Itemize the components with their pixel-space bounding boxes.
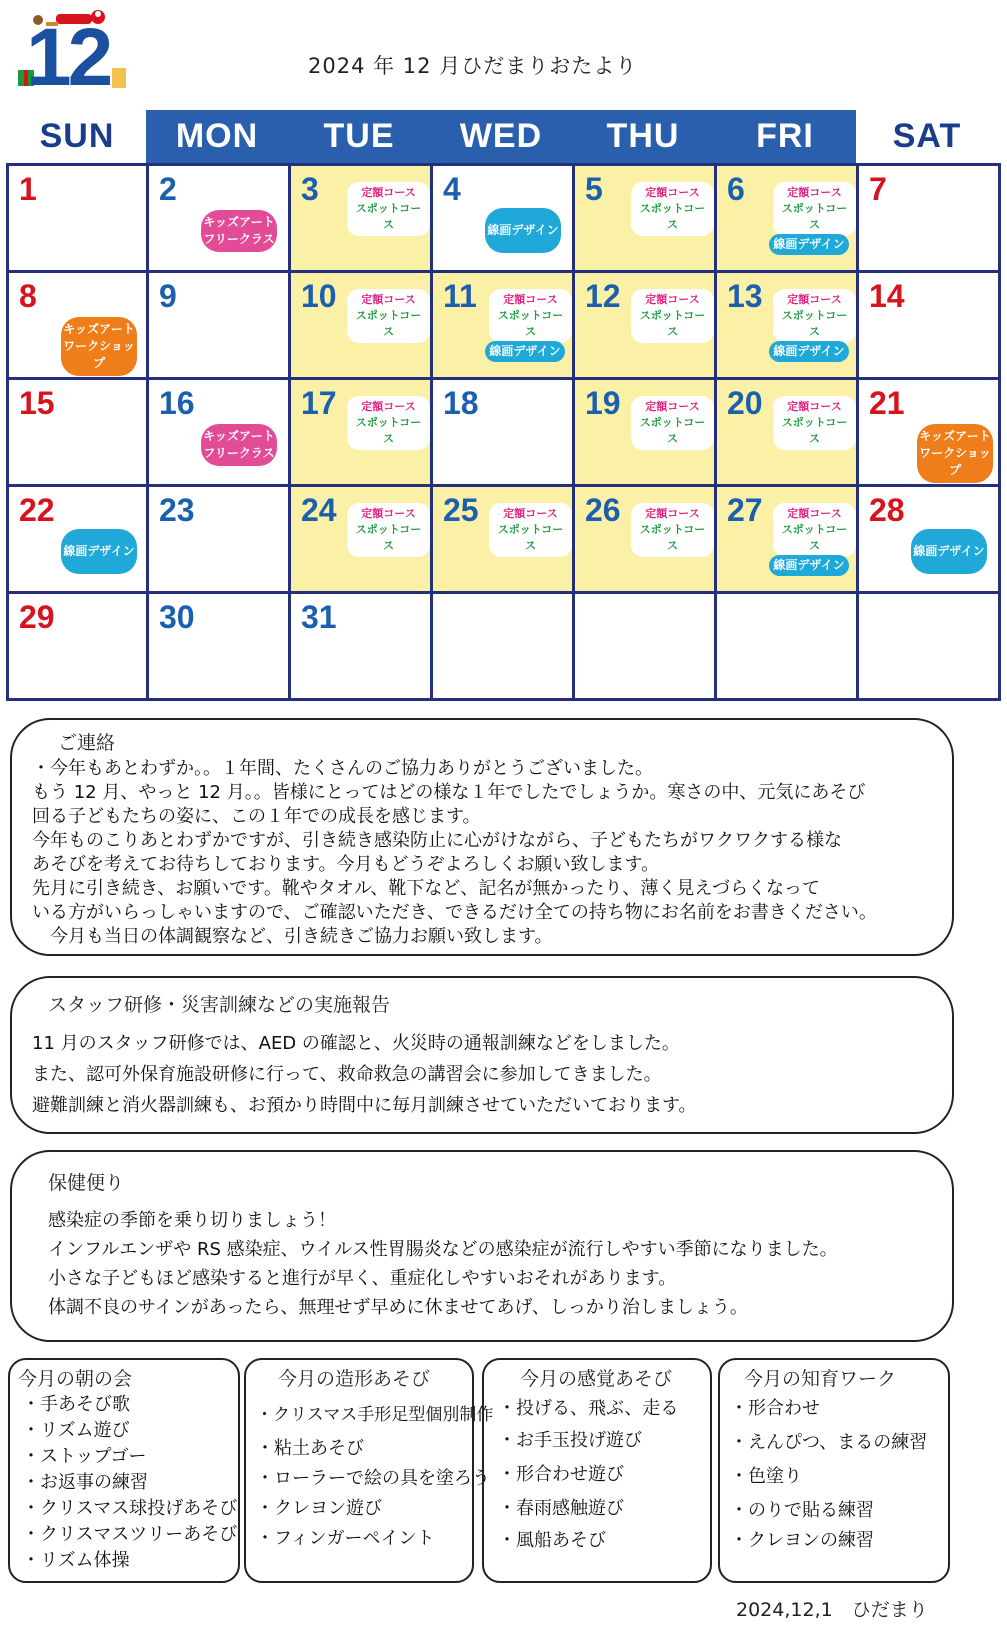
course-badge-fixed: 定額コース — [645, 293, 700, 306]
calendar-day-10 — [288, 270, 433, 380]
calendar-empty-cell — [572, 591, 717, 701]
event-pill-label: キッズアート — [203, 215, 275, 229]
activity-item: ・投げる、飛ぶ、走る — [498, 1398, 679, 1419]
event-pill — [769, 555, 849, 576]
course-badge-spot: スポットコース — [497, 523, 564, 552]
day-number: 16 — [159, 385, 195, 421]
course-badge-spot: スポットコース — [355, 523, 422, 552]
day-number: 6 — [727, 171, 745, 207]
health-line: 小さな子どもほど感染すると進行が早く、重症化しやすいおそれがあります。 — [48, 1268, 677, 1289]
course-badge-spot: スポットコース — [355, 309, 422, 338]
course-badge-spot: スポットコース — [355, 202, 422, 231]
event-pill-label: フリークラス — [203, 446, 275, 460]
event-pill — [201, 424, 277, 466]
course-badge-spot: スポットコース — [639, 309, 706, 338]
event-pill-label: キッズアート — [203, 429, 275, 443]
contact-line: もう 12 月、やっと 12 月。。皆様にとってはどの様な１年でしたでしょうか。寒さの中、元気にあそび — [32, 782, 866, 803]
day-number: 22 — [19, 492, 55, 528]
day-number: 4 — [443, 171, 461, 207]
course-badge-fixed: 定額コース — [503, 507, 558, 520]
calendar-day-17 — [288, 377, 433, 487]
activity-title: 今月の朝の会 — [18, 1368, 133, 1390]
logo-number: 12 — [26, 12, 110, 103]
staff-report-box — [10, 976, 954, 1134]
event-pill — [911, 529, 987, 574]
contact-line: 先月に引き続き、お願いです。靴やタオル、靴下など、記名が無かったり、薄く見えづらくなって — [32, 878, 821, 899]
weekday-header-fri: FRI — [714, 110, 856, 163]
calendar-day-13 — [714, 270, 859, 380]
calendar-day-12 — [572, 270, 717, 380]
calendar-day-9 — [146, 270, 291, 380]
staff-report-line: また、認可外保育施設研修に行って、救命救急の講習会に参加してきました。 — [32, 1064, 662, 1085]
staff-report-line: 11 月のスタッフ研修では、AED の確認と、火災時の通報訓練などをしました。 — [32, 1033, 680, 1054]
page-title: 2024 年 12 月ひだまりおたより — [308, 54, 638, 78]
calendar-day-8 — [6, 270, 151, 380]
activity-item: ・フィンガーペイント — [256, 1528, 435, 1549]
staff-report-line: 避難訓練と消火器訓練も、お預かり時間中に毎月訓練させていただいております。 — [32, 1095, 697, 1116]
health-title: 保健便り — [48, 1172, 125, 1194]
event-pill-label: 線画デザイン — [487, 223, 559, 237]
day-number: 10 — [301, 278, 337, 314]
calendar-empty-cell — [430, 591, 575, 701]
activity-item: ・クリスマス手形足型個別制作 — [256, 1405, 494, 1425]
activity-item: ・クリスマスツリーあそび — [22, 1524, 238, 1545]
calendar-day-22 — [6, 484, 151, 594]
december-logo — [18, 8, 128, 103]
event-pill — [201, 210, 277, 252]
calendar-day-6 — [714, 163, 859, 273]
event-pill — [769, 341, 849, 362]
day-number: 17 — [301, 385, 337, 421]
activity-item: ・お返事の練習 — [22, 1472, 148, 1493]
weekday-header-thu: THU — [572, 110, 714, 163]
contact-title: ご連絡 — [58, 732, 116, 754]
course-badge-spot: スポットコース — [639, 416, 706, 445]
course-badge — [631, 396, 714, 450]
course-badge — [773, 396, 856, 450]
course-badge — [347, 182, 430, 236]
calendar-day-3 — [288, 163, 433, 273]
activity-item: ・風船あそび — [498, 1530, 606, 1551]
calendar-day-7 — [856, 163, 1001, 273]
day-number: 14 — [869, 278, 905, 314]
course-badge-fixed: 定額コース — [645, 186, 700, 199]
course-badge — [489, 503, 572, 557]
day-number: 8 — [19, 278, 37, 314]
calendar-empty-cell — [856, 591, 1001, 701]
event-pill-label: キッズアート — [63, 322, 135, 336]
weekday-header-sun: SUN — [6, 110, 148, 163]
event-pill — [769, 234, 849, 255]
calendar-day-28 — [856, 484, 1001, 594]
activity-item: ・色塗り — [730, 1466, 802, 1487]
activity-item: ・春雨感触遊び — [498, 1498, 624, 1519]
activity-item: ・リズム体操 — [22, 1550, 130, 1571]
activity-title: 今月の造形あそび — [278, 1368, 431, 1390]
contact-line: 回る子どもたちの姿に、この１年での成長を感じます。 — [32, 806, 481, 827]
weekday-header-wed: WED — [430, 110, 572, 163]
calendar-day-4 — [430, 163, 575, 273]
activity-item: ・手あそび歌 — [22, 1394, 130, 1415]
activity-item: ・形合わせ遊び — [498, 1464, 624, 1485]
day-number: 24 — [301, 492, 337, 528]
event-pill-label: キッズアート — [919, 429, 991, 443]
course-badge-spot: スポットコース — [781, 309, 848, 338]
day-number: 2 — [159, 171, 177, 207]
course-badge-fixed: 定額コース — [645, 400, 700, 413]
footer-date: 2024,12,1 ひだまり — [736, 1599, 928, 1621]
day-number: 26 — [585, 492, 621, 528]
calendar-day-26 — [572, 484, 717, 594]
course-badge — [773, 182, 856, 236]
day-number: 18 — [443, 385, 479, 421]
contact-line: いる方がいらっしゃいますので、ご確認いただき、できるだけ全ての持ち物にお名前をお書きください。 — [32, 902, 877, 923]
health-line: 体調不良のサインがあったら、無理せず早めに休ませてあげ、しっかり治しましょう。 — [48, 1297, 748, 1318]
course-badge — [773, 503, 856, 557]
day-number: 25 — [443, 492, 479, 528]
event-pill — [61, 529, 137, 574]
course-badge-fixed: 定額コース — [787, 400, 842, 413]
staff-report-title: スタッフ研修・災害訓練などの実施報告 — [48, 994, 391, 1016]
day-number: 9 — [159, 278, 177, 314]
day-number: 19 — [585, 385, 621, 421]
course-badge-spot: スポットコース — [781, 416, 848, 445]
day-number: 21 — [869, 385, 905, 421]
calendar-day-5 — [572, 163, 717, 273]
event-pill-label: ワークショップ — [919, 446, 991, 477]
calendar-day-30 — [146, 591, 291, 701]
activity-item: ・ローラーで絵の具を塗ろう — [256, 1468, 490, 1489]
calendar-day-29 — [6, 591, 151, 701]
day-number: 23 — [159, 492, 195, 528]
sensory-play-box — [482, 1358, 712, 1583]
activity-item: ・ストップゴー — [22, 1446, 147, 1467]
course-badge-spot: スポットコース — [639, 202, 706, 231]
course-badge-spot: スポットコース — [781, 523, 848, 552]
weekday-header-sat: SAT — [856, 110, 998, 163]
event-pill-label: 線画デザイン — [773, 237, 845, 251]
course-badge — [347, 289, 430, 343]
event-pill-label: 線画デザイン — [489, 344, 561, 358]
calendar-day-24 — [288, 484, 433, 594]
course-badge-spot: スポットコース — [639, 523, 706, 552]
day-number: 1 — [19, 171, 37, 207]
calendar-empty-cell — [714, 591, 859, 701]
course-badge — [347, 396, 430, 450]
calendar — [6, 110, 998, 702]
craft-play-box — [244, 1358, 494, 1583]
activity-item: ・えんぴつ、まるの練習 — [730, 1432, 928, 1453]
activity-item: ・クリスマス球投げあそび — [22, 1498, 238, 1519]
course-badge-fixed: 定額コース — [787, 186, 842, 199]
event-pill — [485, 208, 561, 253]
learning-work-box — [718, 1358, 950, 1583]
course-badge-spot: スポットコース — [497, 309, 564, 338]
calendar-day-11 — [430, 270, 575, 380]
course-badge — [773, 289, 856, 343]
calendar-day-31 — [288, 591, 433, 701]
calendar-day-16 — [146, 377, 291, 487]
course-badge — [489, 289, 572, 343]
course-badge-fixed: 定額コース — [361, 293, 416, 306]
day-number: 27 — [727, 492, 763, 528]
calendar-day-18 — [430, 377, 575, 487]
course-badge-fixed: 定額コース — [361, 186, 416, 199]
weekday-header-mon: MON — [146, 110, 288, 163]
calendar-day-1 — [6, 163, 151, 273]
contact-line: 今月も当日の体調観察など、引き続きご協力お願い致します。 — [32, 926, 553, 947]
course-badge — [631, 503, 714, 557]
event-pill-label: ワークショップ — [63, 339, 135, 370]
course-badge-fixed: 定額コース — [503, 293, 558, 306]
course-badge-fixed: 定額コース — [361, 400, 416, 413]
calendar-day-27 — [714, 484, 859, 594]
activity-item: ・のりで貼る練習 — [730, 1500, 874, 1521]
weekday-header-tue: TUE — [288, 110, 430, 163]
course-badge-fixed: 定額コース — [787, 293, 842, 306]
course-badge-spot: スポットコース — [355, 416, 422, 445]
health-line: 感染症の季節を乗り切りましょう！ — [48, 1210, 336, 1231]
day-number: 30 — [159, 599, 195, 635]
health-box — [10, 1150, 954, 1342]
calendar-day-15 — [6, 377, 151, 487]
day-number: 31 — [301, 599, 337, 635]
calendar-day-21 — [856, 377, 1001, 487]
event-pill-label: 線画デザイン — [773, 344, 845, 358]
contact-box — [10, 718, 954, 956]
course-badge-fixed: 定額コース — [645, 507, 700, 520]
health-line: インフルエンザや RS 感染症、ウイルス性胃腸炎などの感染症が流行しやすい季節になりました。 — [48, 1239, 838, 1260]
activity-item: ・粘土あそび — [256, 1438, 364, 1459]
activity-title: 今月の感覚あそび — [520, 1368, 673, 1390]
event-pill-label: フリークラス — [203, 232, 275, 246]
course-badge-fixed: 定額コース — [361, 507, 416, 520]
course-badge — [631, 289, 714, 343]
day-number: 28 — [869, 492, 905, 528]
event-pill — [917, 424, 993, 483]
activity-title: 今月の知育ワーク — [744, 1368, 897, 1390]
day-number: 3 — [301, 171, 319, 207]
day-number: 12 — [585, 278, 621, 314]
calendar-day-25 — [430, 484, 575, 594]
course-badge — [347, 503, 430, 557]
calendar-grid — [6, 110, 998, 702]
course-badge-fixed: 定額コース — [787, 507, 842, 520]
morning-meeting-box — [8, 1358, 240, 1583]
day-number: 15 — [19, 385, 55, 421]
contact-line: ・今年もあとわずか。。１年間、たくさんのご協力ありがとうございました。 — [32, 758, 653, 779]
day-number: 7 — [869, 171, 887, 207]
calendar-day-23 — [146, 484, 291, 594]
calendar-day-2 — [146, 163, 291, 273]
activity-item: ・形合わせ — [730, 1398, 820, 1419]
course-badge-spot: スポットコース — [781, 202, 848, 231]
activity-item: ・クレヨンの練習 — [730, 1530, 874, 1551]
event-pill — [485, 341, 565, 362]
event-pill-label: 線画デザイン — [913, 544, 985, 558]
day-number: 11 — [443, 278, 477, 314]
day-number: 20 — [727, 385, 763, 421]
event-pill-label: 線画デザイン — [773, 558, 845, 572]
contact-line: 今年ものこりあとわずかですが、引き続き感染防止に心がけながら、子どもたちがワクワクする様な — [32, 830, 842, 851]
day-number: 5 — [585, 171, 603, 207]
activity-item: ・お手玉投げ遊び — [498, 1430, 642, 1451]
contact-line: あそびを考えてお待ちしております。今月もどうぞよろしくお願い致します。 — [32, 854, 660, 875]
calendar-day-19 — [572, 377, 717, 487]
activity-item: ・リズム遊び — [22, 1420, 130, 1441]
course-badge — [631, 182, 714, 236]
event-pill — [61, 317, 137, 376]
calendar-day-20 — [714, 377, 859, 487]
calendar-day-14 — [856, 270, 1001, 380]
activity-item: ・クレヨン遊び — [256, 1498, 382, 1519]
day-number: 13 — [727, 278, 763, 314]
day-number: 29 — [19, 599, 55, 635]
event-pill-label: 線画デザイン — [63, 544, 135, 558]
